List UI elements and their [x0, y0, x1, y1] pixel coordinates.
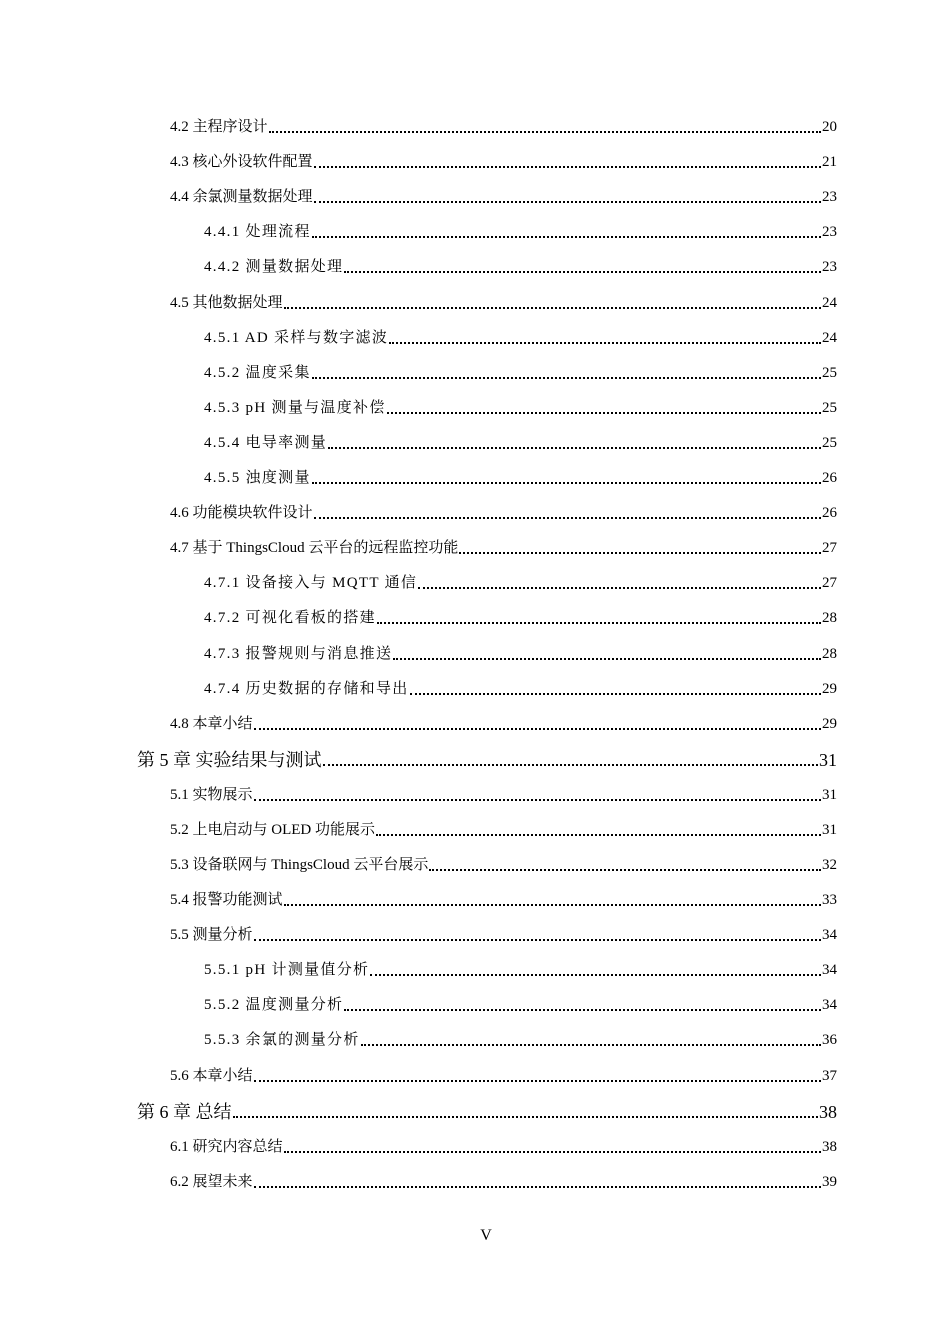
toc-entry[interactable]: [0, 248, 950, 283]
toc-entry[interactable]: [0, 389, 950, 424]
toc-entry-title: 5.5.3 余氯的测量分析: [204, 1032, 360, 1049]
toc-entry-page: 38: [819, 1101, 837, 1122]
toc-entry-title: 4.7 基于 ThingsCloud 云平台的远程监控功能: [170, 540, 459, 557]
dot-leader: [344, 271, 821, 273]
dot-leader: [254, 1186, 821, 1188]
toc-entry-page: 24: [822, 294, 837, 311]
toc-entry-page: 34: [822, 927, 837, 944]
toc-entry[interactable]: [0, 494, 950, 529]
toc-chapter-entry[interactable]: [0, 740, 950, 776]
dot-leader: [314, 166, 821, 168]
toc-entry-page: 32: [822, 856, 837, 873]
toc-entry[interactable]: [0, 178, 950, 213]
toc-entry[interactable]: [0, 916, 950, 951]
toc-entry-page: 34: [822, 997, 837, 1014]
toc-entry[interactable]: [0, 811, 950, 846]
dot-leader: [323, 764, 819, 766]
dot-leader: [393, 658, 821, 660]
toc-entry[interactable]: [0, 143, 950, 178]
toc-entry[interactable]: [0, 599, 950, 634]
toc-entry-page: 29: [822, 680, 837, 697]
toc-entry-page: 36: [822, 1032, 837, 1049]
toc-entry[interactable]: [0, 1056, 950, 1091]
dot-leader: [284, 904, 821, 906]
toc-entry-page: 25: [822, 364, 837, 381]
toc-entry-title: 4.7.4 历史数据的存储和导出: [204, 680, 409, 697]
toc-entry[interactable]: [0, 283, 950, 318]
toc-entry[interactable]: [0, 459, 950, 494]
toc-entry-page: 27: [822, 575, 837, 592]
dot-leader: [254, 799, 821, 801]
toc-entry-page: 25: [822, 399, 837, 416]
toc-entry-title: 第 6 章 总结: [137, 1101, 232, 1122]
dot-leader: [312, 482, 821, 484]
toc-entry-page: 26: [822, 470, 837, 487]
toc-entry-title: 4.7.2 可视化看板的搭建: [204, 610, 376, 627]
toc-entry-page: 20: [822, 119, 837, 136]
toc-entry-title: 4.8 本章小结: [170, 715, 253, 732]
toc-entry[interactable]: [0, 354, 950, 389]
toc-entry-title: 4.5.5 浊度测量: [204, 470, 311, 487]
toc-entry-page: 33: [822, 892, 837, 909]
toc-entry-title: 4.2 主程序设计: [170, 119, 268, 136]
toc-entry-title: 4.5.1 AD 采样与数字滤波: [204, 329, 389, 346]
toc-entry[interactable]: [0, 529, 950, 564]
toc-chapter-entry[interactable]: [0, 1092, 950, 1128]
toc-entry[interactable]: [0, 424, 950, 459]
toc-entry-page: 37: [822, 1067, 837, 1084]
dot-leader: [254, 1080, 821, 1082]
toc-entry-page: 31: [822, 786, 837, 803]
dot-leader: [328, 447, 821, 449]
toc-entry[interactable]: [0, 1163, 950, 1198]
toc-entry-page: 34: [822, 962, 837, 979]
dot-leader: [269, 131, 821, 133]
toc-entry-page: 25: [822, 434, 837, 451]
toc-entry-page: 27: [822, 540, 837, 557]
dot-leader: [314, 201, 821, 203]
toc-entry-page: 21: [822, 154, 837, 171]
toc-entry-page: 31: [819, 749, 837, 770]
dot-leader: [254, 939, 821, 941]
toc-entry[interactable]: [0, 705, 950, 740]
toc-entry-page: 29: [822, 715, 837, 732]
dot-leader: [284, 1151, 821, 1153]
toc-entry[interactable]: [0, 108, 950, 143]
toc-entry-title: 5.5.2 温度测量分析: [204, 997, 344, 1014]
toc-entry[interactable]: [0, 564, 950, 599]
toc-entry-title: 4.6 功能模块软件设计: [170, 505, 313, 522]
dot-leader: [284, 307, 821, 309]
toc-entry-page: 28: [822, 645, 837, 662]
toc-entry[interactable]: [0, 634, 950, 669]
page-number: V: [480, 1227, 492, 1244]
toc-entry-title: 4.5.3 pH 测量与温度补偿: [204, 399, 386, 416]
toc-entry[interactable]: [0, 319, 950, 354]
toc-entry-title: 4.5 其他数据处理: [170, 294, 283, 311]
toc-entry[interactable]: [0, 670, 950, 705]
toc-entry[interactable]: [0, 986, 950, 1021]
toc-entry[interactable]: [0, 776, 950, 811]
dot-leader: [361, 1044, 821, 1046]
toc-entry[interactable]: [0, 881, 950, 916]
toc-entry-page: 28: [822, 610, 837, 627]
dot-leader: [410, 693, 821, 695]
toc-entry-title: 6.1 研究内容总结: [170, 1138, 283, 1155]
toc-entry-title: 4.3 核心外设软件配置: [170, 154, 313, 171]
toc-entry-title: 4.4.1 处理流程: [204, 224, 311, 241]
toc-entry-page: 23: [822, 189, 837, 206]
dot-leader: [370, 974, 821, 976]
toc-entry-page: 38: [822, 1138, 837, 1155]
dot-leader: [254, 728, 821, 730]
dot-leader: [344, 1009, 821, 1011]
toc-entry[interactable]: [0, 1021, 950, 1056]
toc-entry-page: 31: [822, 821, 837, 838]
toc-entry-title: 第 5 章 实验结果与测试: [137, 749, 322, 770]
toc-entry-title: 5.6 本章小结: [170, 1067, 253, 1084]
dot-leader: [389, 342, 821, 344]
toc-entry[interactable]: [0, 846, 950, 881]
toc-entry-title: 5.3 设备联网与 ThingsCloud 云平台展示: [170, 856, 429, 873]
dot-leader: [376, 834, 821, 836]
toc-entry-title: 6.2 展望未来: [170, 1173, 253, 1190]
toc-entry[interactable]: [0, 951, 950, 986]
dot-leader: [312, 377, 821, 379]
toc-entry-page: 23: [822, 259, 837, 276]
toc-entry-page: 24: [822, 329, 837, 346]
toc-entry-title: 5.4 报警功能测试: [170, 892, 283, 909]
dot-leader: [233, 1116, 819, 1118]
dot-leader: [387, 412, 821, 414]
dot-leader: [377, 622, 821, 624]
dot-leader: [314, 517, 821, 519]
toc-entry-title: 5.2 上电启动与 OLED 功能展示: [170, 821, 375, 838]
toc-entry-title: 5.1 实物展示: [170, 786, 253, 803]
dot-leader: [312, 236, 821, 238]
toc-entry-title: 4.5.4 电导率测量: [204, 434, 328, 451]
dot-leader: [429, 869, 821, 871]
toc-entry-title: 5.5.1 pH 计测量值分析: [204, 962, 370, 979]
toc-entry-title: 4.7.3 报警规则与消息推送: [204, 645, 393, 662]
toc-entry-title: 4.4 余氯测量数据处理: [170, 189, 313, 206]
toc-entry-title: 4.4.2 测量数据处理: [204, 259, 344, 276]
toc-entry-title: 4.7.1 设备接入与 MQTT 通信: [204, 575, 418, 592]
toc-entry[interactable]: [0, 1128, 950, 1163]
toc-entry-title: 5.5 测量分析: [170, 927, 253, 944]
toc-entry[interactable]: [0, 213, 950, 248]
dot-leader: [418, 587, 821, 589]
table-of-contents: [0, 108, 950, 1198]
toc-entry-title: 4.5.2 温度采集: [204, 364, 311, 381]
dot-leader: [459, 552, 821, 554]
toc-entry-page: 26: [822, 505, 837, 522]
toc-entry-page: 23: [822, 224, 837, 241]
toc-entry-page: 39: [822, 1173, 837, 1190]
